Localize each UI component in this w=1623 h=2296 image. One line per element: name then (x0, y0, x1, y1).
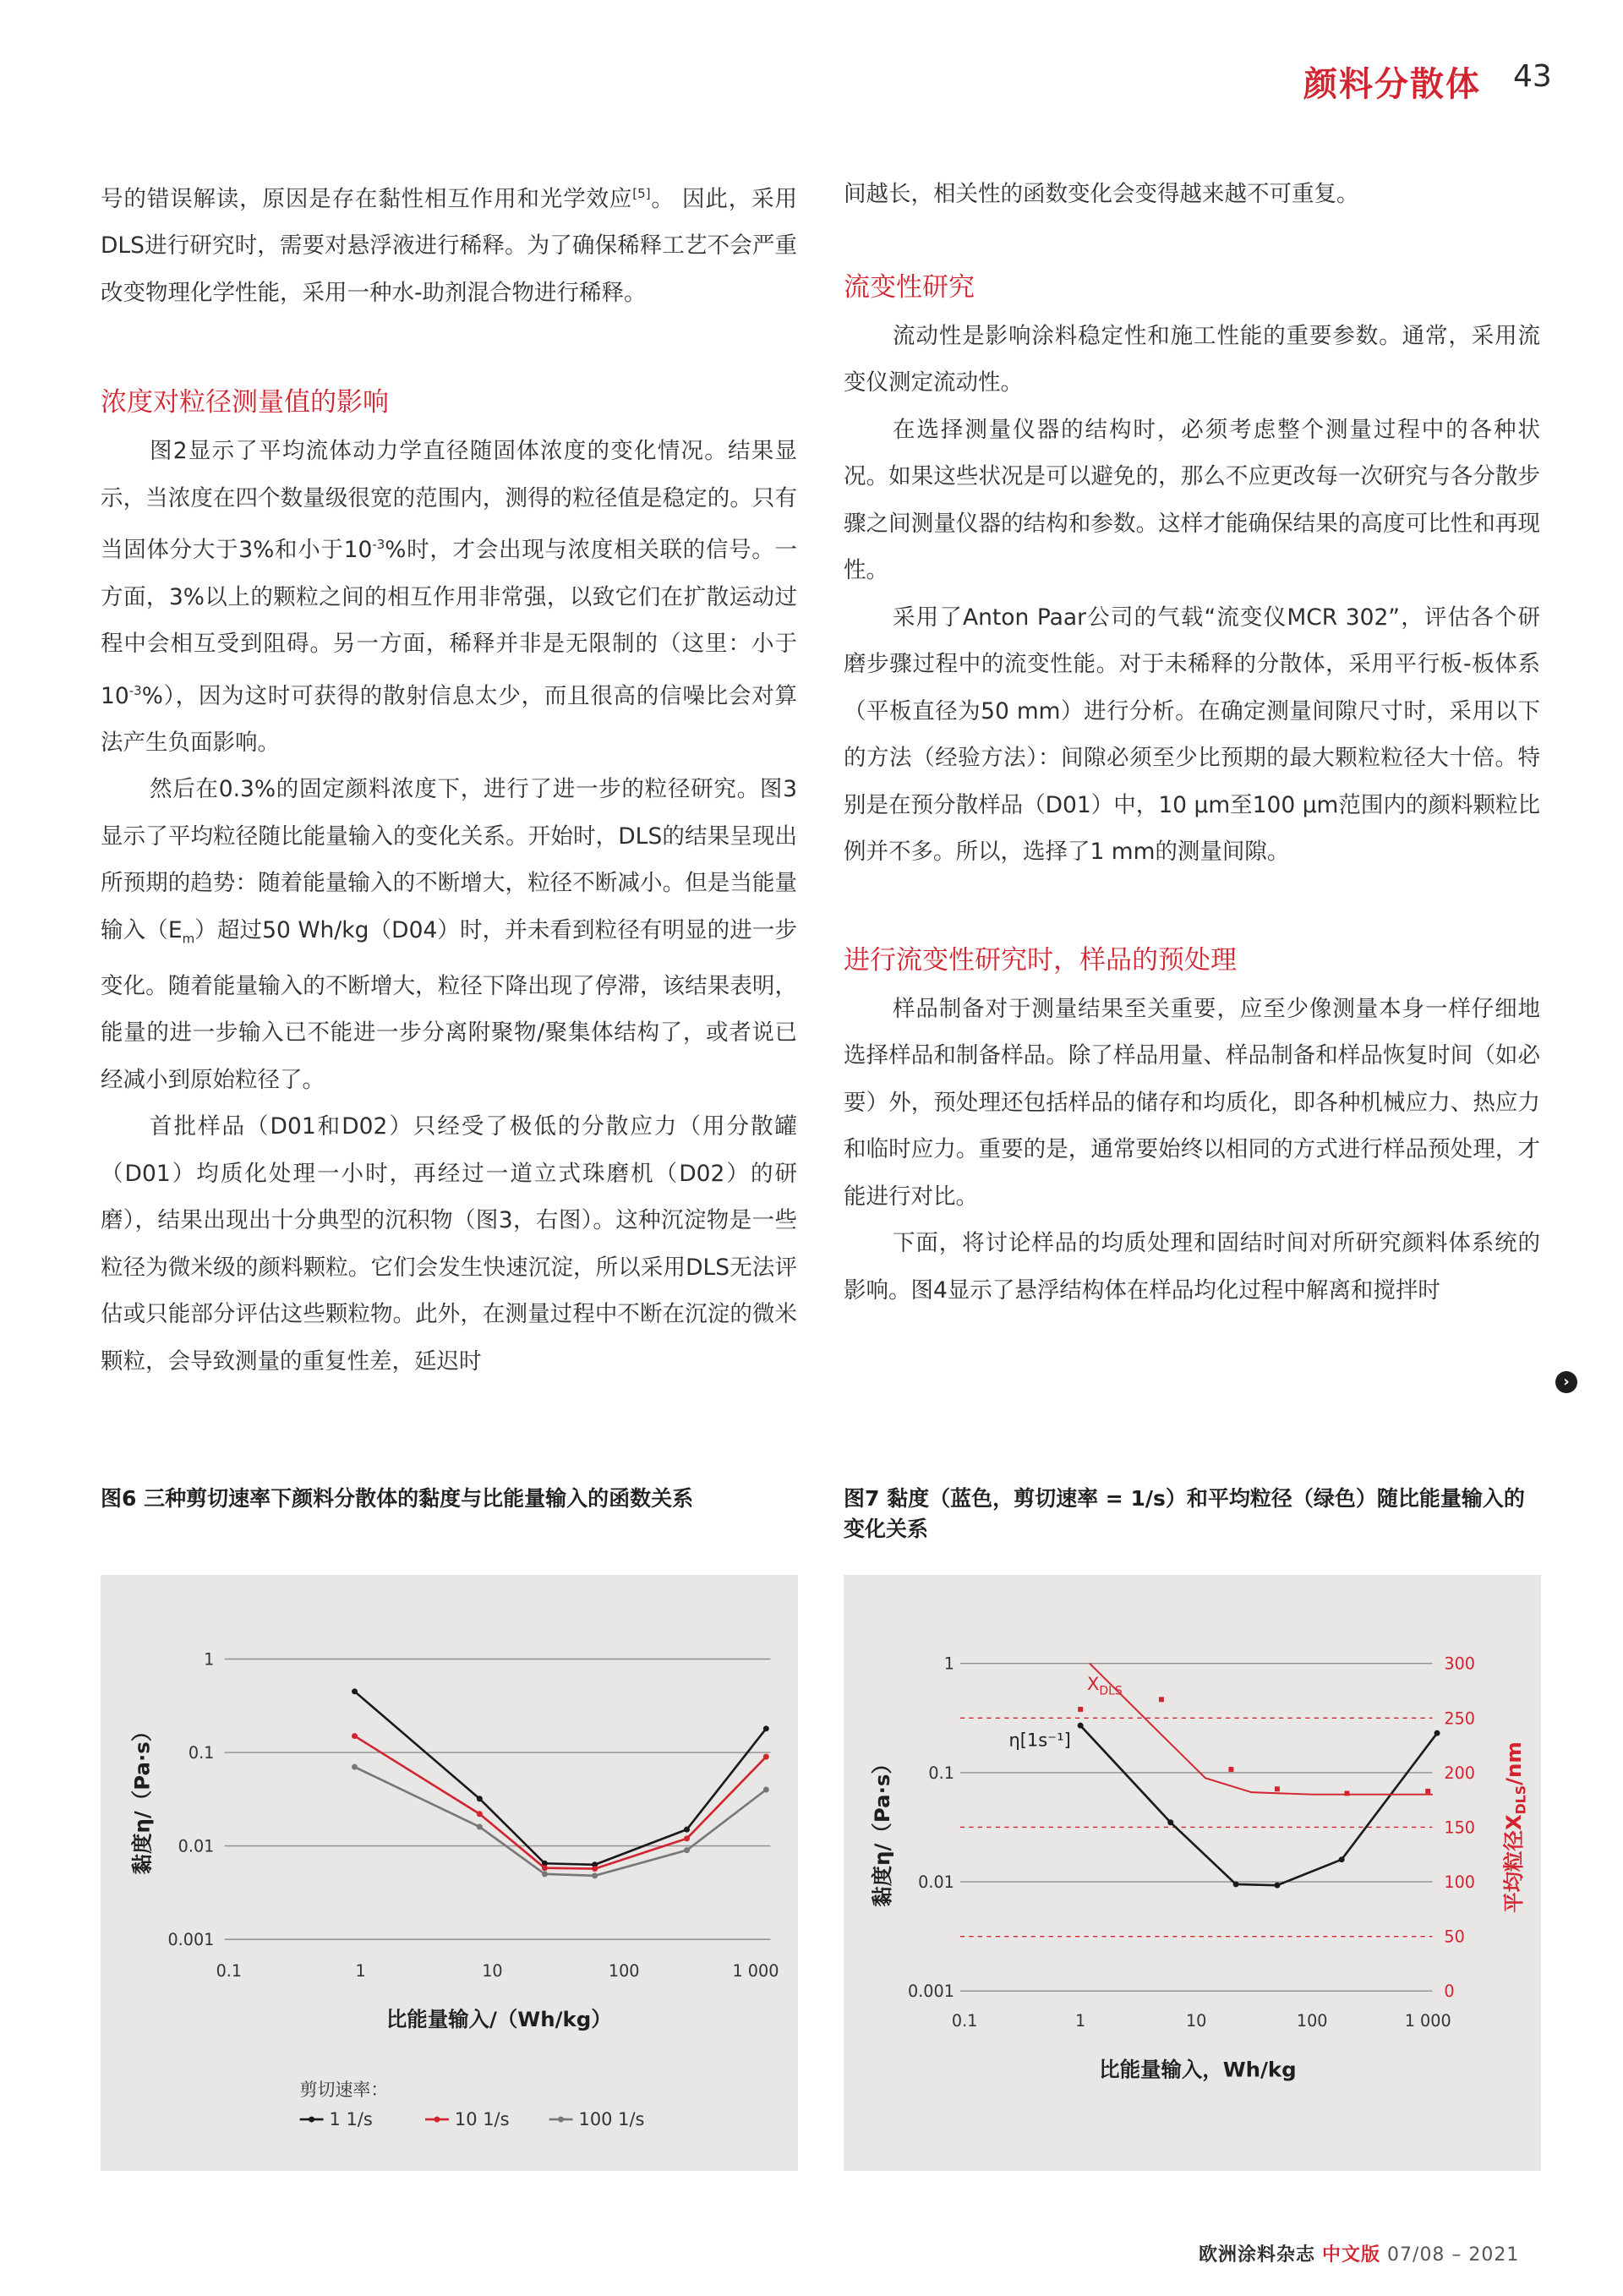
x-tick-label: 0.1 (951, 2011, 978, 2031)
data-point (763, 1754, 769, 1760)
y2-tick-label: 0 (1444, 1982, 1455, 2002)
footer-edition: 中文版 (1322, 2244, 1381, 2266)
y-tick-label: 0.1 (928, 1763, 954, 1783)
data-point (1078, 1707, 1083, 1712)
legend-marker (434, 2117, 440, 2123)
section-heading: 流变性研究 (844, 271, 975, 303)
y2-tick-label: 200 (1444, 1763, 1476, 1783)
x-tick-label: 100 (1296, 2011, 1328, 2031)
x-tick-label: 10 (482, 1960, 503, 1981)
figure-6-chart (101, 1575, 799, 2171)
y2-tick-label: 300 (1444, 1654, 1476, 1674)
series-line-viscosity (1080, 1725, 1437, 1885)
data-point (477, 1811, 483, 1817)
right-column (844, 171, 1540, 1314)
continue-arrow-icon: › (1555, 1371, 1577, 1393)
paragraph: 间越长，相关性的函数变化会变得越来越不可重复。 (844, 181, 1359, 207)
left-column (101, 171, 797, 1385)
section-heading: 进行流变性研究时，样品的预处理 (844, 944, 1237, 976)
data-point (684, 1835, 690, 1841)
y-tick-labels (908, 1654, 954, 2001)
paragraph: 下面，将讨论样品的均质处理和固结时间对所研究颜料体系统的影响。图4显示了悬浮结构体在样品均化过程中解离和搅拌时 (844, 1230, 1540, 1304)
y-tick-label: 1 (943, 1654, 954, 1674)
data-point (352, 1764, 358, 1770)
series-line-0 (355, 1692, 767, 1865)
paragraph (101, 766, 797, 1103)
y2-tick-label: 100 (1444, 1872, 1476, 1893)
y2-axis-label: 平均粒径$X_{DLS}/nm$ (1501, 1741, 1529, 1913)
footer-issue: 07/08 – 2021 (1387, 2244, 1520, 2266)
data-point (763, 1787, 769, 1793)
footer (1199, 2240, 1519, 2266)
y-tick-label: 0.01 (918, 1872, 954, 1893)
data-point (684, 1827, 690, 1833)
x-tick-labels (952, 2011, 1451, 2031)
legend-marker (309, 2117, 314, 2123)
paragraph: 在选择测量仪器的结构时，必须考虑整个测量过程中的各种状况。如果这些状况是可以避免的，那么不应更改每一次研究与各分散步骤之间测量仪器的结构和参数。这样才能确保结果的高度可比性和再现性。 (844, 416, 1540, 583)
chart-scale-group (130, 1649, 779, 2129)
paragraph: 首批样品（D01和D02）只经受了极低的分散应力（用分散罐（D01）均质化处理一小时，再经过一道立式珠磨机（D02）的研磨），结果出现出十分典型的沉积物（图3，右图）。这种沉淀物是一些粒径为微米级的颜料颗粒。它们会发生快速沉淀，所以采用DLS无法评估或只能部分评估这些颗粒物。此外，在测量过程中不断在沉淀的微米颗粒，会导致测量的重复性差，延迟时 (101, 1113, 797, 1375)
data-point (1233, 1881, 1239, 1887)
figure-7-caption: 图7 黏度（蓝色，剪切速率 = 1/s）和平均粒径（绿色）随比能量输入的变化关系 (844, 1486, 1525, 1541)
figure-6-caption: 图6 三种剪切速率下颜料分散体的黏度与比能量输入的函数关系 (101, 1486, 694, 1511)
data-point (477, 1796, 483, 1801)
data-point (477, 1824, 483, 1830)
data-point (352, 1733, 358, 1739)
paragraph (101, 428, 797, 766)
text-run: 然后在0.3%的固定颜料浓度下，进行了进一步的粒径研究。图3显示了平均粒径随比能量输入的变化关系。开始时，DLS的结果呈现出所预期的趋势：随着能量输入的不断增大，粒径不断减小。但是当能量输入（E (101, 776, 797, 943)
section-heading: 浓度对粒径测量值的影响 (101, 387, 389, 418)
section-title: 颜料分散体 (1303, 65, 1481, 104)
y-tick-label: 0.001 (167, 1930, 215, 1950)
data-point (1078, 1723, 1084, 1729)
series-label-xdls: $X_{DLS}$ (1087, 1674, 1123, 1698)
data-point (684, 1847, 690, 1853)
y-tick-label: 0.001 (907, 1982, 954, 2002)
text-run: 图2显示了平均流体动力学直径随固体浓度的变化情况。结果显示，当浓度在四个数量级很宽的范围内，测得的粒径值是稳定的。只有当固体分大于3%和小于10 (101, 438, 797, 564)
paragraph: 流动性是影响涂料稳定性和施工性能的重要参数。通常，采用流变仪测定流动性。 (844, 322, 1540, 396)
series-label-eta: η[1s⁻¹] (1008, 1730, 1071, 1751)
y-tick-label: 0.01 (178, 1836, 215, 1856)
y-tick-label: 1 (204, 1649, 215, 1670)
data-point (1274, 1883, 1280, 1889)
paragraph: 样品制备对于测量结果至关重要，应至少像测量本身一样仔细地选择样品和制备样品。除了样品用量、样品制备和样品恢复时间（如必要）外，预处理还包括样品的储存和均质化，即各种机械应力、热应力和临时应力。重要的是，通常要始终以相同的方式进行样品预处理，才能进行对比。 (844, 995, 1540, 1210)
paragraph (101, 171, 797, 316)
y-tick-label: 0.1 (188, 1743, 215, 1763)
data-point (1228, 1767, 1233, 1772)
page-number: 43 (1513, 59, 1552, 94)
series-group (1078, 1664, 1440, 1889)
grid-lines (225, 1659, 771, 1939)
data-point (1344, 1790, 1349, 1796)
y-tick-labels (167, 1649, 214, 1949)
data-point (592, 1866, 598, 1872)
text-run: %），因为这时可获得的散射信息太少，而且很高的信噪比会对算法产生负面影响。 (101, 682, 797, 756)
x-tick-label: 1 000 (1404, 2011, 1451, 2031)
x-tick-label: 100 (608, 1960, 640, 1981)
legend-label: 1 1/s (329, 2109, 373, 2130)
superscript: -3 (372, 537, 385, 553)
y2-tick-label: 50 (1444, 1927, 1465, 1947)
y2-tick-labels (1444, 1654, 1475, 2001)
subscript: m (182, 931, 195, 947)
figure-7-chart (844, 1575, 1542, 2171)
x-tick-label: 0.1 (216, 1960, 243, 1981)
x-tick-label: 1 (355, 1960, 366, 1981)
x-tick-label: 10 (1185, 2011, 1207, 2031)
series-line-particle-size (1090, 1664, 1433, 1795)
y-axis-label: 黏度η/（Pa·s） (870, 1753, 895, 1907)
legend-label: 100 1/s (578, 2109, 645, 2130)
data-point (352, 1688, 358, 1694)
data-point (1434, 1730, 1440, 1736)
superscript: -3 (128, 682, 142, 698)
legend-title: 剪切速率： (299, 2080, 389, 2101)
data-point (763, 1725, 769, 1731)
data-point (1159, 1697, 1164, 1702)
legend-label: 10 1/s (454, 2109, 510, 2130)
x-axis-label: 比能量输入，Wh/kg (1099, 2057, 1297, 2082)
y-axis-label: 黏度η/（Pa·s） (129, 1720, 155, 1875)
series-group (352, 1688, 769, 1878)
y2-tick-label: 250 (1444, 1708, 1476, 1729)
data-point (1339, 1856, 1345, 1862)
data-point (1275, 1786, 1280, 1791)
x-tick-label: 1 000 (732, 1960, 779, 1981)
x-tick-labels (216, 1961, 779, 1981)
chart-scale-group (870, 1654, 1528, 2082)
legend (300, 2109, 645, 2129)
text-run: 。 因此，采用DLS进行研究时，需要对悬浮液进行稀释。为了确保稀释工艺不会严重改变物理化学性能，采用一种水-助剂混合物进行稀释。 (101, 185, 797, 306)
x-axis-label: 比能量输入/（Wh/kg） (385, 2007, 612, 2032)
text-run: ）超过50 Wh/kg（D04）时，并未看到粒径有明显的进一步变化。随着能量输入的不断增大，粒径下降出现了停滞，该结果表明，能量的进一步输入已不能进一步分离附聚物/聚集体结构了，或者说已经减小到原始粒径了。 (101, 916, 797, 1093)
footer-magazine: 欧洲涂料杂志 (1199, 2244, 1316, 2266)
data-point (1167, 1819, 1173, 1825)
text-run: %时，才会出现与浓度相关联的信号。一方面，3%以上的颗粒之间的相互作用非常强，以致它们在扩散运动过程中会相互受到阻碍。另一方面，稀释并非是无限制的（这里：小于10 (101, 537, 797, 709)
x-tick-label: 1 (1075, 2011, 1086, 2031)
data-point (1425, 1789, 1430, 1794)
data-point (592, 1872, 598, 1878)
grid-lines (960, 1664, 1433, 1991)
paragraph: 采用了Anton Paar公司的气载“流变仪MCR 302”，评估各个研磨步骤过程中的流变性能。对于未稀释的分散体，采用平行板-板体系（平板直径为50 mm）进行分析。在确定测量间隙尺寸时，采用以下的方法（经验方法）：间隙必须至少比预期的最大颗粒粒径大十倍。特别是在预分散样品（D01）中，10 μm至100 μm范围内的颜料颗粒比例并不多。所以，选择了1 mm的测量间隙。 (844, 604, 1540, 865)
y2-tick-label: 150 (1444, 1818, 1476, 1838)
reference-mark: [5] (632, 186, 651, 201)
legend-marker (558, 2117, 564, 2123)
series-line-1 (355, 1736, 767, 1869)
data-point (542, 1871, 548, 1877)
text-run: 号的错误解读，原因是存在黏性相互作用和光学效应 (101, 185, 633, 212)
data-point (542, 1865, 548, 1871)
